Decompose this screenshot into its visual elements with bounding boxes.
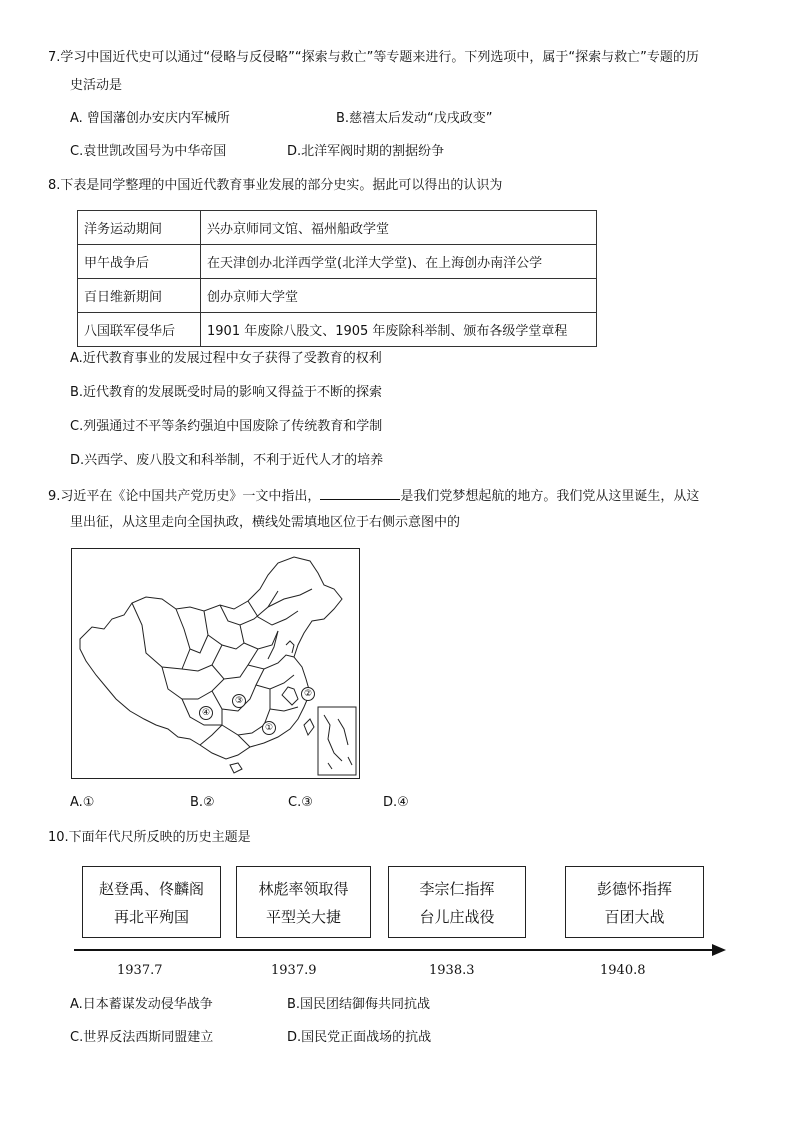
q10-option-a: A.日本蓄谋发动侵华战争 bbox=[70, 997, 213, 1012]
timeline-date: 1937.7 bbox=[117, 963, 163, 978]
china-map bbox=[71, 548, 360, 779]
event-line2: 百团大战 bbox=[604, 908, 665, 926]
q9-stem-part2: 是我们党梦想起航的地方。我们党从这里诞生，从这 bbox=[400, 489, 700, 504]
map-label-4: ④ bbox=[199, 706, 213, 720]
table-cell: 百日维新期间 bbox=[78, 279, 201, 313]
table-cell: 1901 年废除八股文、1905 年废除科举制、颁布各级学堂章程 bbox=[201, 313, 597, 347]
q8-option-a: A.近代教育事业的发展过程中女子获得了受教育的权利 bbox=[70, 351, 382, 366]
q9-option-d: D.④ bbox=[383, 795, 409, 810]
event-line1: 李宗仁指挥 bbox=[419, 880, 495, 898]
event-line1: 林彪率领取得 bbox=[258, 880, 349, 898]
timeline-arrow bbox=[70, 942, 730, 958]
q10-option-c: C.世界反法西斯同盟建立 bbox=[70, 1030, 214, 1045]
event-line2: 平型关大捷 bbox=[265, 908, 341, 926]
q7-stem-line2: 史活动是 bbox=[70, 78, 123, 93]
q9-option-c: C.③ bbox=[288, 795, 313, 810]
timeline-event-box bbox=[565, 866, 704, 938]
fill-blank bbox=[320, 485, 400, 500]
q9-option-b: B.② bbox=[190, 795, 215, 810]
q7-option-a: A. 曾国藩创办安庆内军械所 bbox=[70, 111, 230, 126]
table-cell: 甲午战争后 bbox=[78, 245, 201, 279]
event-line2: 台儿庄战役 bbox=[419, 908, 495, 926]
q10-option-b: B.国民团结御侮共同抗战 bbox=[287, 997, 431, 1012]
q7-stem-line1: 7.学习中国近代史可以通过“侵略与反侵略”“探索与救亡”等专题来进行。下列选项中，属于“探索与救亡”专题的历 bbox=[48, 50, 699, 65]
timeline-date: 1940.8 bbox=[600, 963, 646, 978]
q8-option-b: B.近代教育的发展既受时局的影响又得益于不断的探索 bbox=[70, 385, 383, 400]
map-label-2: ② bbox=[301, 687, 315, 701]
china-map-outline bbox=[72, 549, 359, 778]
table-row bbox=[78, 245, 597, 279]
table-cell: 八国联军侵华后 bbox=[78, 313, 201, 347]
event-line2: 再北平殉国 bbox=[113, 908, 189, 926]
q10-option-d: D.国民党正面战场的抗战 bbox=[287, 1030, 432, 1045]
table-row bbox=[78, 313, 597, 347]
q8-option-d: D.兴西学、废八股文和科举制，不利于近代人才的培养 bbox=[70, 453, 384, 468]
event-line1: 彭德怀指挥 bbox=[596, 880, 672, 898]
timeline-event-box bbox=[236, 866, 371, 938]
table-row bbox=[78, 211, 597, 245]
q7-option-d: D.北洋军阀时期的割据纷争 bbox=[287, 144, 445, 159]
map-label-3: ③ bbox=[232, 694, 246, 708]
q7-option-b: B.慈禧太后发动“戊戌政变” bbox=[336, 111, 493, 126]
q8-table bbox=[77, 210, 597, 347]
q9-stem-line2: 里出征，从这里走向全国执政，横线处需填地区位于右侧示意图中的 bbox=[70, 515, 461, 530]
timeline-event-box bbox=[82, 866, 221, 938]
q7-option-c: C.袁世凯改国号为中华帝国 bbox=[70, 144, 227, 159]
timeline-date: 1938.3 bbox=[429, 963, 475, 978]
table-cell: 兴办京师同文馆、福州船政学堂 bbox=[201, 211, 597, 245]
table-cell: 洋务运动期间 bbox=[78, 211, 201, 245]
table-cell: 在天津创办北洋西学堂(北洋大学堂)、在上海创办南洋公学 bbox=[201, 245, 597, 279]
timeline-event-box bbox=[388, 866, 526, 938]
timeline-date: 1937.9 bbox=[271, 963, 317, 978]
table-cell: 创办京师大学堂 bbox=[201, 279, 597, 313]
q8-stem: 8.下表是同学整理的中国近代教育事业发展的部分史实。据此可以得出的认识为 bbox=[48, 178, 503, 193]
event-line1: 赵登禹、佟麟阁 bbox=[98, 880, 204, 898]
q9-stem-part1: 9.习近平在《论中国共产党历史》一文中指出， bbox=[48, 489, 321, 504]
map-label-1: ① bbox=[262, 721, 276, 735]
table-row bbox=[78, 279, 597, 313]
q8-option-c: C.列强通过不平等条约强迫中国废除了传统教育和学制 bbox=[70, 419, 383, 434]
q10-stem: 10.下面年代尺所反映的历史主题是 bbox=[48, 830, 251, 845]
q9-option-a: A.① bbox=[70, 795, 95, 810]
q9-stem-line1 bbox=[48, 485, 699, 507]
